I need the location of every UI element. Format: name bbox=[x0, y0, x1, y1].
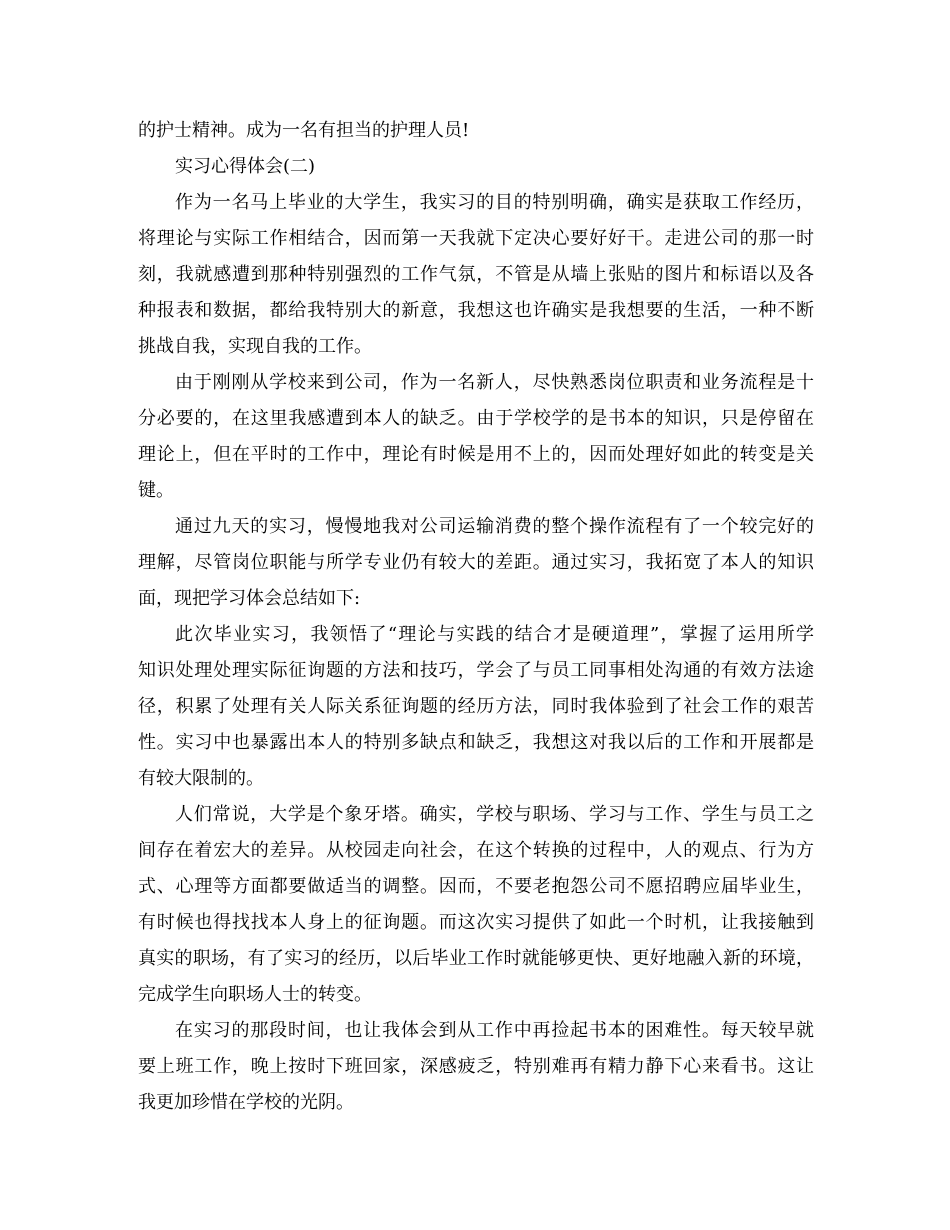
text-line: 刻，我就感遭到那种特别强烈的工作气氛，不管是从墙上张贴的图片和标语以及各 bbox=[138, 264, 814, 285]
text-line: 我更加珍惜在学校的光阴。 bbox=[138, 1092, 354, 1113]
text-line: 要上班工作，晚上按时下班回家，深感疲乏，特别难再有精力静下心来看书。这让 bbox=[138, 1056, 814, 1077]
text-line: 性。实习中也暴露出本人的特别多缺点和缺乏，我想这对我以后的工作和开展都是 bbox=[138, 732, 814, 753]
document-body bbox=[138, 113, 814, 1121]
text-line: 键。 bbox=[138, 480, 174, 501]
text-line: 人们常说，大学是个象牙塔。确实，学校与职场、学习与工作、学生与员工之 bbox=[175, 804, 814, 825]
text-line: 分必要的，在这里我感遭到本人的缺乏。由于学校学的是书本的知识，只是停留在 bbox=[138, 408, 814, 429]
text-line: 理论上，但在平时的工作中，理论有时候是用不上的，因而处理好如此的转变是关 bbox=[138, 444, 814, 465]
text-line: 真实的职场，有了实习的经历，以后毕业工作时就能够更快、更好地融入新的环境， bbox=[138, 948, 814, 969]
text-line: 面，现把学习体会总结如下: bbox=[138, 588, 361, 609]
text-line: 径，积累了处理有关人际关系征询题的经历方法，同时我体验到了社会工作的艰苦 bbox=[138, 696, 814, 717]
text-line: 完成学生向职场人士的转变。 bbox=[138, 984, 372, 1005]
text-line: 挑战自我，实现自我的工作。 bbox=[138, 336, 372, 357]
text-line: 有时候也得找找本人身上的征询题。而这次实习提供了如此一个时机，让我接触到 bbox=[138, 912, 814, 933]
text-line: 由于刚刚从学校来到公司，作为一名新人，尽快熟悉岗位职责和业务流程是十 bbox=[175, 372, 814, 393]
text-line: 在实习的那段时间，也让我体会到从工作中再捡起书本的困难性。每天较早就 bbox=[175, 1020, 814, 1041]
section-heading: 实习心得体会(二) bbox=[175, 156, 316, 177]
text-line: 理解，尽管岗位职能与所学专业仍有较大的差距。通过实习，我拓宽了本人的知识 bbox=[138, 552, 814, 573]
text-line: 此次毕业实习，我领悟了“理论与实践的结合才是硬道理”，掌握了运用所学 bbox=[175, 624, 814, 645]
text-line: 种报表和数据，都给我特别大的新意，我想这也许确实是我想要的生活，一种不断 bbox=[138, 300, 814, 321]
text-line: 通过九天的实习，慢慢地我对公司运输消费的整个操作流程有了一个较完好的 bbox=[175, 516, 814, 537]
text-line: 的护士精神。成为一名有担当的护理人员! bbox=[138, 120, 470, 141]
text-line: 式、心理等方面都要做适当的调整。因而，不要老抱怨公司不愿招聘应届毕业生， bbox=[138, 876, 814, 897]
text-line: 将理论与实际工作相结合，因而第一天我就下定决心要好好干。走进公司的那一时 bbox=[138, 228, 814, 249]
text-line: 有较大限制的。 bbox=[138, 768, 264, 789]
text-line: 作为一名马上毕业的大学生，我实习的目的特别明确，确实是获取工作经历， bbox=[175, 192, 814, 213]
text-line: 间存在着宏大的差异。从校园走向社会，在这个转换的过程中，人的观点、行为方 bbox=[138, 840, 814, 861]
text-line: 知识处理处理实际征询题的方法和技巧，学会了与员工同事相处沟通的有效方法途 bbox=[138, 660, 814, 681]
